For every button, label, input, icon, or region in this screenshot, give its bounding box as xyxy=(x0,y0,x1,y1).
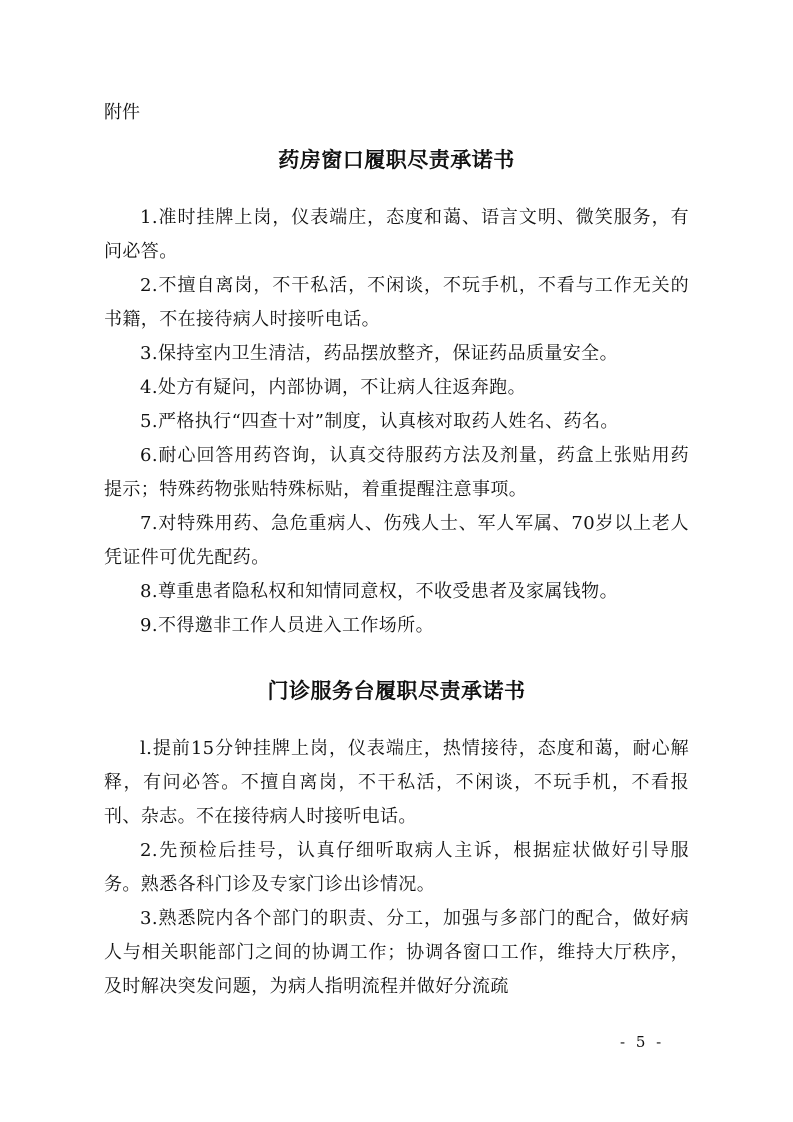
pharmacy-item-6: 6.耐心回答用药咨询，认真交待服药方法及剂量，药盒上张贴用药提示；特殊药物张贴特殊标贴，着重提醒注意事项。 xyxy=(104,445,689,500)
clinic-item-1: l.提前15分钟挂牌上岗，仪表端庄，热情接待，态度和蔼，耐心解释，有问必答。不擅自离岗，不干私活，不闲谈，不玩手机，不看报刊、杂志。不在接待病人时接听电话。 xyxy=(104,738,689,827)
clinic-service-section-title: 门诊服务台履职尽责承诺书 xyxy=(267,678,526,703)
pharmacy-item-7: 7.对特殊用药、急危重病人、伤残人士、军人军属、70岁以上老人凭证件可优先配药。 xyxy=(104,513,689,568)
pharmacy-item-5: 5.严格执行“四查十对”制度，认真核对取药人姓名、药名。 xyxy=(140,411,619,432)
pharmacy-item-3: 3.保持室内卫生清洁，药品摆放整齐，保证药品质量安全。 xyxy=(140,343,618,364)
pharmacy-section-title: 药房窗口履职尽责承诺书 xyxy=(278,147,515,172)
attachment-label: 附件 xyxy=(104,102,140,123)
pharmacy-item-8: 8.尊重患者隐私权和知情同意权，不收受患者及家属钱物。 xyxy=(140,581,618,602)
pharmacy-item-9: 9.不得邀非工作人员进入工作场所。 xyxy=(140,615,434,636)
page-number: - 5 - xyxy=(620,1033,665,1051)
pharmacy-item-2: 2.不擅自离岗，不干私活，不闲谈，不玩手机，不看与工作无关的书籍，不在接待病人时接听电话。 xyxy=(104,275,689,330)
pharmacy-item-4: 4.处方有疑问，内部协调，不让病人往返奔跑。 xyxy=(140,377,526,398)
pharmacy-item-1: 1.准时挂牌上岗，仪表端庄，态度和蔼、语言文明、微笑服务，有问必答。 xyxy=(104,207,689,262)
clinic-item-3: 3.熟悉院内各个部门的职责、分工，加强与多部门的配合，做好病人与相关职能部门之间的协调工作；协调各窗口工作，维持大厅秩序，及时解决突发问题，为病人指明流程并做好分流疏 xyxy=(104,908,689,997)
clinic-item-2: 2.先预检后挂号，认真仔细听取病人主诉，根据症状做好引导服务。熟悉各科门诊及专家门诊出诊情况。 xyxy=(104,840,689,895)
